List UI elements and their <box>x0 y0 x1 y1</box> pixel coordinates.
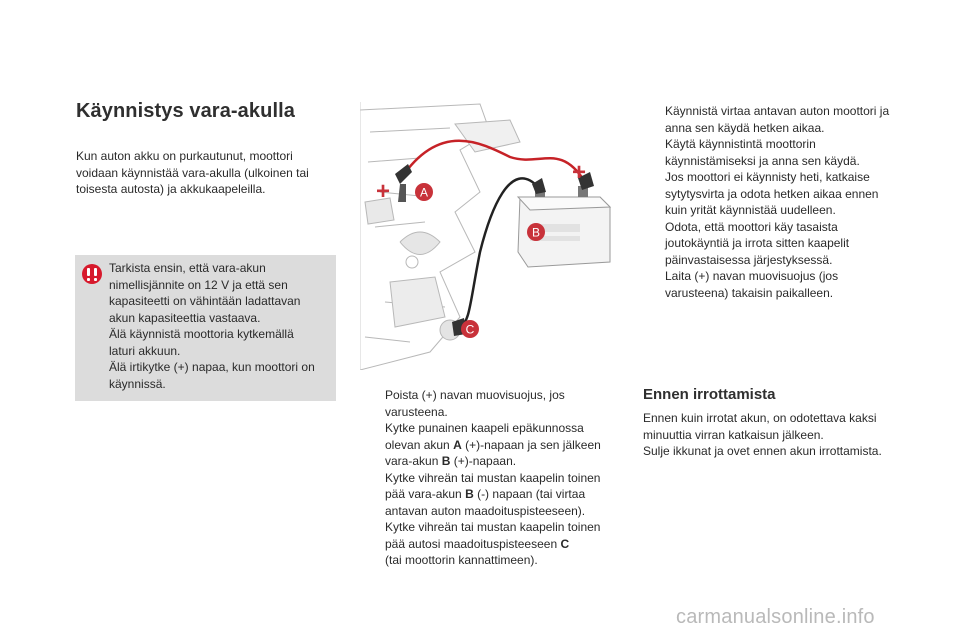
warning-line: nimellisjännite on 12 V ja että sen <box>109 277 288 292</box>
warning-line: laturi akkuun. <box>109 343 181 358</box>
step-line: varusteena) takaisin paikalleen. <box>665 285 834 300</box>
list-item <box>363 470 609 520</box>
section-heading: Ennen irrottamista <box>643 386 776 403</box>
step-line: varusteena. <box>385 404 448 419</box>
step-line: pää vara-akun B (-) napaan (tai virtaa <box>385 487 586 501</box>
intro-line: voidaan käynnistää vara-akulla (ulkoinen tai <box>76 165 309 180</box>
step-line: Jos moottori ei käynnisty heti, katkaise <box>665 170 870 184</box>
warning-line: Tarkista ensin, että vara-akun <box>109 261 266 275</box>
warning-line: Älä käynnistä moottoria kytkemällä <box>109 327 294 341</box>
section-line: Ennen kuin irrotat akun, on odotettava kaksi <box>643 411 877 425</box>
section-text <box>643 410 908 460</box>
warning-line: kapasiteetti on vähintään ladattavan <box>109 294 301 308</box>
intro-line: toisesta autosta) ja akkukaapeleilla. <box>76 182 266 196</box>
marker-b <box>527 223 545 241</box>
list-item <box>363 519 609 569</box>
section-line: Sulje ikkunat ja ovet ennen akun irrottamista. <box>643 444 882 458</box>
step-line: Kytke punainen kaapeli epäkunnossa <box>385 421 584 435</box>
warning-line: käynnissä. <box>109 376 166 391</box>
warning-line: akun kapasiteettia vastaava. <box>109 310 261 325</box>
watermark: carmanualsonline.info <box>676 606 875 628</box>
list-item <box>643 219 905 269</box>
step-line: vara-akun B (+)-napaan. <box>385 454 517 468</box>
plus-sign-b: + <box>572 159 587 186</box>
step-line: kuin yrität käynnistää uudelleen. <box>665 203 836 217</box>
svg-text:A: A <box>419 185 429 200</box>
section-line: minuuttia virran katkaisun jälkeen. <box>643 427 824 442</box>
step-line: Poista (+) navan muovisuojus, jos <box>385 388 565 402</box>
list-item <box>643 136 905 219</box>
step-line: Kytke vihreän tai mustan kaapelin toinen <box>385 470 601 485</box>
step-line: antavan auton maadoituspisteeseen). <box>385 503 586 518</box>
warning-text <box>109 260 331 392</box>
warning-line: Älä irtikytke (+) napaa, kun moottori on <box>109 360 315 374</box>
engine-bay-sketch <box>360 102 520 370</box>
intro-text <box>76 148 326 198</box>
warning-box <box>75 255 336 401</box>
step-line: sytytysvirta ja odota hetken aikaa ennen <box>665 186 879 201</box>
step-line: (tai moottorin kannattimeen). <box>385 553 538 567</box>
steps-start-list <box>643 103 905 301</box>
list-item <box>363 420 609 470</box>
list-item <box>363 387 609 420</box>
step-line: Odota, että moottori käy tasaista <box>665 219 838 234</box>
page-title: Käynnistys vara-akulla <box>76 100 295 122</box>
step-line: anna sen käydä hetken aikaa. <box>665 120 825 135</box>
plus-sign-a: + <box>376 178 391 205</box>
clamp-b-minus <box>532 178 546 194</box>
step-line: Käynnistä virtaa antavan auton moottori ja <box>665 104 890 118</box>
list-item <box>643 103 905 136</box>
step-line: päinvastaisessa järjestyksessä. <box>665 252 833 267</box>
step-line: Käytä käynnistintä moottorin <box>665 137 816 151</box>
svg-text:B: B <box>531 225 541 240</box>
list-item <box>643 268 905 301</box>
marker-c <box>461 320 479 338</box>
exclamation-warning-icon <box>82 264 102 284</box>
step-line: olevan akun A (+)-napaan ja sen jälkeen <box>385 437 601 452</box>
clamp-a <box>395 164 412 202</box>
step-line: joutokäyntiä ja irrota sitten kaapelit <box>665 236 850 250</box>
steps-connect-list <box>363 387 609 569</box>
intro-line: Kun auton akku on purkautunut, moottori <box>76 149 293 163</box>
svg-text:C: C <box>465 322 475 337</box>
jump-start-illustration <box>360 102 620 370</box>
step-line: Kytke vihreän tai mustan kaapelin toinen <box>385 520 601 534</box>
marker-a <box>415 183 433 201</box>
step-line: Laita (+) navan muovisuojus (jos <box>665 269 839 283</box>
step-line: pää autosi maadoituspisteeseen C <box>385 536 570 551</box>
step-line: käynnistämiseksi ja anna sen käydä. <box>665 153 860 168</box>
